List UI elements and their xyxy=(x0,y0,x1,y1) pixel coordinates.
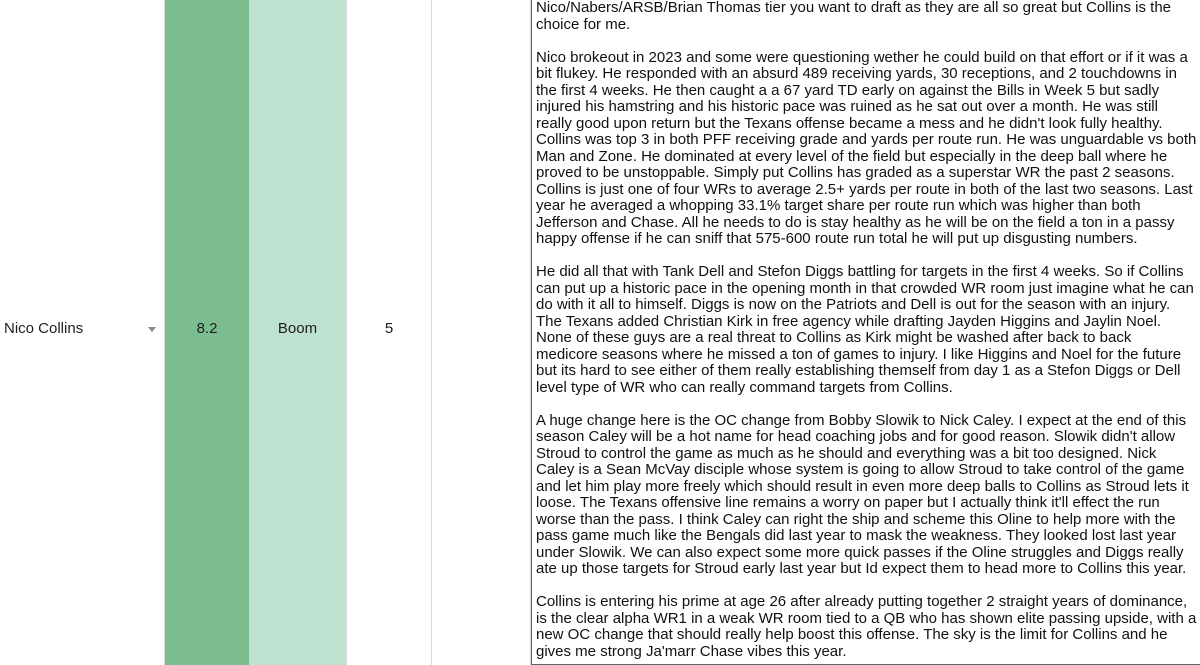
chevron-down-icon[interactable] xyxy=(148,327,156,332)
rank-cell[interactable] xyxy=(347,0,432,665)
score-value: 8.2 xyxy=(196,320,218,337)
player-name: Nico Collins xyxy=(4,320,84,337)
rank-value: 5 xyxy=(384,320,394,337)
notes-paragraph: Collins is entering his prime at age 26 after already putting together 2 straight years of dominance, is the clear alpha WR1 in a weak WR room tied to a QB who has shown elite passing upside, with a new OC change that should really help boost this offense. The sky is the limit for Collins and he gives me strong Ja'marr Chase vibes this year. xyxy=(536,593,1197,660)
player-cell[interactable] xyxy=(0,0,165,665)
verdict-value: Boom xyxy=(277,320,318,337)
notes-text xyxy=(536,0,1197,660)
verdict-cell[interactable] xyxy=(249,0,347,665)
notes-paragraph: Nico brokeout in 2023 and some were questioning wether he could build on that effort or if it was a bit flukey. He responded with an absurd 489 receiving yards, 30 receptions, and 2 touchdowns in the first 4 weeks. He then caught a a 67 yard TD early on against the Bills in Week 5 but sadly injured his hamstring and his historic pace was ruined as he sat out over a month. He was still really good upon return but the Texans offense became a mess and he didn't look fully healthy. Collins was top 3 in both PFF receiving grade and yards per route run. He was unguardable vs both Man and Zone. He dominated at every level of the field but especially in the deep ball where he proved to be unstoppable. Simply put Collins has graded as a superstar WR the past 2 seasons. Collins is just one of four WRs to average 2.5+ yards per route in both of the last two seasons. Last year he averaged a whopping 33.1% target share per route run which was higher than both Jefferson and Chase. All he needs to do is stay healthy as he will be on the field a ton in a passy happy offense if he can sniff that 575-600 route run total he will put up disgusting numbers. xyxy=(536,48,1197,247)
empty-cell[interactable] xyxy=(432,0,531,665)
notes-paragraph: A huge change here is the OC change from Bobby Slowik to Nick Caley. I expect at the end of this season Caley will be a hot name for head coaching jobs and for good reason. Slowik didn't allow Stroud to control the game as much as he should and everything was a bit too designed. Nick Caley is a Sean McVay disciple whose system is going to allow Stroud to take control of the game and let him play more freely which should result in even more deep balls to Collins as Stroud lets it loose. The Texans offensive line remains a worry on paper but I actually think it'll effect the run worse than the pass. I think Caley can right the ship and scheme this Oline to help more with the pass game much like the Bengals did last year to mask the weakness. They looked lost last year under Slowik. We can also expect some more quick passes if the Oline struggles and Diggs really ate up those targets for Stroud early last year but Id expect them to head more to Collins this year. xyxy=(536,411,1189,577)
score-cell[interactable] xyxy=(165,0,249,665)
notes-paragraph: Nico/Nabers/ARSB/Brian Thomas tier you want to draft as they are all so great but Collins is the choice for me. xyxy=(536,0,1172,33)
notes-cell[interactable] xyxy=(531,0,1200,665)
notes-paragraph: He did all that with Tank Dell and Stefon Diggs battling for targets in the first 4 weeks. So if Collins can put up a historic pace in the opening month in that crowded WR room just imagine what he can do with it all to himself. Diggs is now on the Patriots and Dell is out for the season with an injury. The Texans added Christian Kirk in free agency while drafting Jayden Higgins and Jaylin Noel. None of these guys are a real threat to Collins as Kirk might be washed after back to back medicore seasons where he missed a ton of games to injury. I like Higgins and Noel for the future but its hard to see either of them really establishing themself from day 1 as a Stefon Diggs or Dell level type of WR who can really command targets from Collins. xyxy=(536,263,1194,396)
